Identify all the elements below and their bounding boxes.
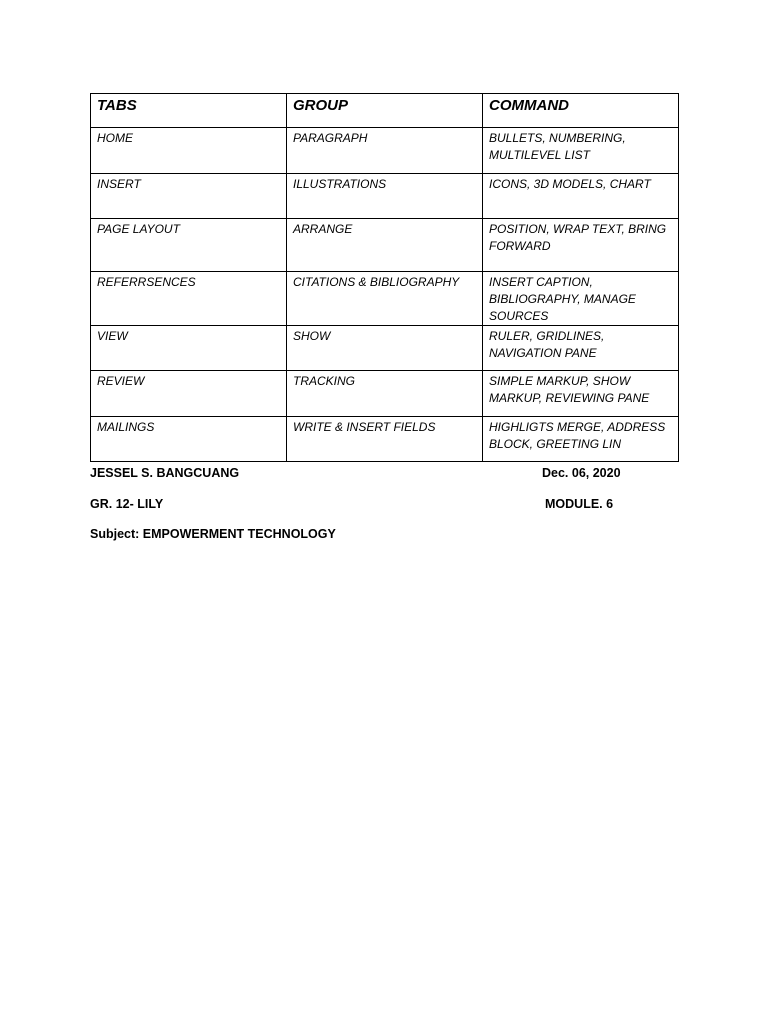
header-group <box>287 94 483 128</box>
table-row <box>91 272 679 326</box>
command-cell-text: INSERT CAPTION, BIBLIOGRAPHY, MANAGE SOURCES <box>489 275 636 323</box>
header-group-text: GROUP <box>293 97 349 114</box>
command-cell-text: ICONS, 3D MODELS, CHART <box>489 177 651 191</box>
group-cell <box>287 128 483 174</box>
table-row <box>91 371 679 417</box>
table-row <box>91 128 679 174</box>
group-cell-text: CITATIONS & BIBLIOGRAPHY <box>293 275 460 289</box>
group-cell <box>287 219 483 272</box>
header-command-text: COMMAND <box>489 97 569 114</box>
tab-cell-text: INSERT <box>97 177 141 191</box>
tab-cell <box>91 417 287 462</box>
command-cell <box>483 272 679 326</box>
command-cell <box>483 128 679 174</box>
group-cell <box>287 174 483 219</box>
group-cell <box>287 326 483 371</box>
submission-date: Dec. 06, 2020 <box>542 466 621 480</box>
tab-cell <box>91 219 287 272</box>
group-cell-text: PARAGRAPH <box>293 131 368 145</box>
group-cell-text: TRACKING <box>293 374 356 388</box>
tab-cell <box>91 371 287 417</box>
command-cell-text: RULER, GRIDLINES, NAVIGATION PANE <box>489 329 605 360</box>
tab-cell-text: REFERRSENCES <box>97 275 196 289</box>
command-cell-text: SIMPLE MARKUP, SHOW MARKUP, REVIEWING PANE <box>489 374 650 405</box>
command-cell <box>483 174 679 219</box>
tab-cell-text: HOME <box>97 131 133 145</box>
tab-cell-text: PAGE LAYOUT <box>97 222 180 236</box>
header-tabs-text: TABS <box>97 97 137 114</box>
ribbon-tabs-table <box>90 93 679 462</box>
header-command <box>483 94 679 128</box>
module-number: MODULE. 6 <box>545 497 614 511</box>
command-cell <box>483 326 679 371</box>
group-cell-text: ARRANGE <box>293 222 353 236</box>
tab-cell <box>91 326 287 371</box>
tab-cell-text: MAILINGS <box>97 420 155 434</box>
group-cell-text: WRITE & INSERT FIELDS <box>293 420 436 434</box>
tab-cell-text: REVIEW <box>97 374 145 388</box>
command-cell <box>483 417 679 462</box>
tab-cell <box>91 128 287 174</box>
tab-cell-text: VIEW <box>97 329 128 343</box>
tab-cell <box>91 174 287 219</box>
table-row <box>91 417 679 462</box>
command-cell-text: HIGHLIGTS MERGE, ADDRESS BLOCK, GREETING LIN <box>489 420 666 451</box>
subject-line: Subject: EMPOWERMENT TECHNOLOGY <box>90 527 336 541</box>
header-tabs <box>91 94 287 128</box>
command-cell <box>483 371 679 417</box>
group-cell <box>287 371 483 417</box>
group-cell <box>287 417 483 462</box>
student-name: JESSEL S. BANGCUANG <box>90 466 240 480</box>
command-cell <box>483 219 679 272</box>
group-cell-text: ILLUSTRATIONS <box>293 177 387 191</box>
grade-section: GR. 12- LILY <box>90 497 164 511</box>
table-row <box>91 326 679 371</box>
group-cell <box>287 272 483 326</box>
command-cell-text: POSITION, WRAP TEXT, BRING FORWARD <box>489 222 667 253</box>
table-row <box>91 219 679 272</box>
tab-cell <box>91 272 287 326</box>
table-row <box>91 174 679 219</box>
table-header-row <box>91 94 679 128</box>
command-cell-text: BULLETS, NUMBERING, MULTILEVEL LIST <box>489 131 626 162</box>
group-cell-text: SHOW <box>293 329 331 343</box>
